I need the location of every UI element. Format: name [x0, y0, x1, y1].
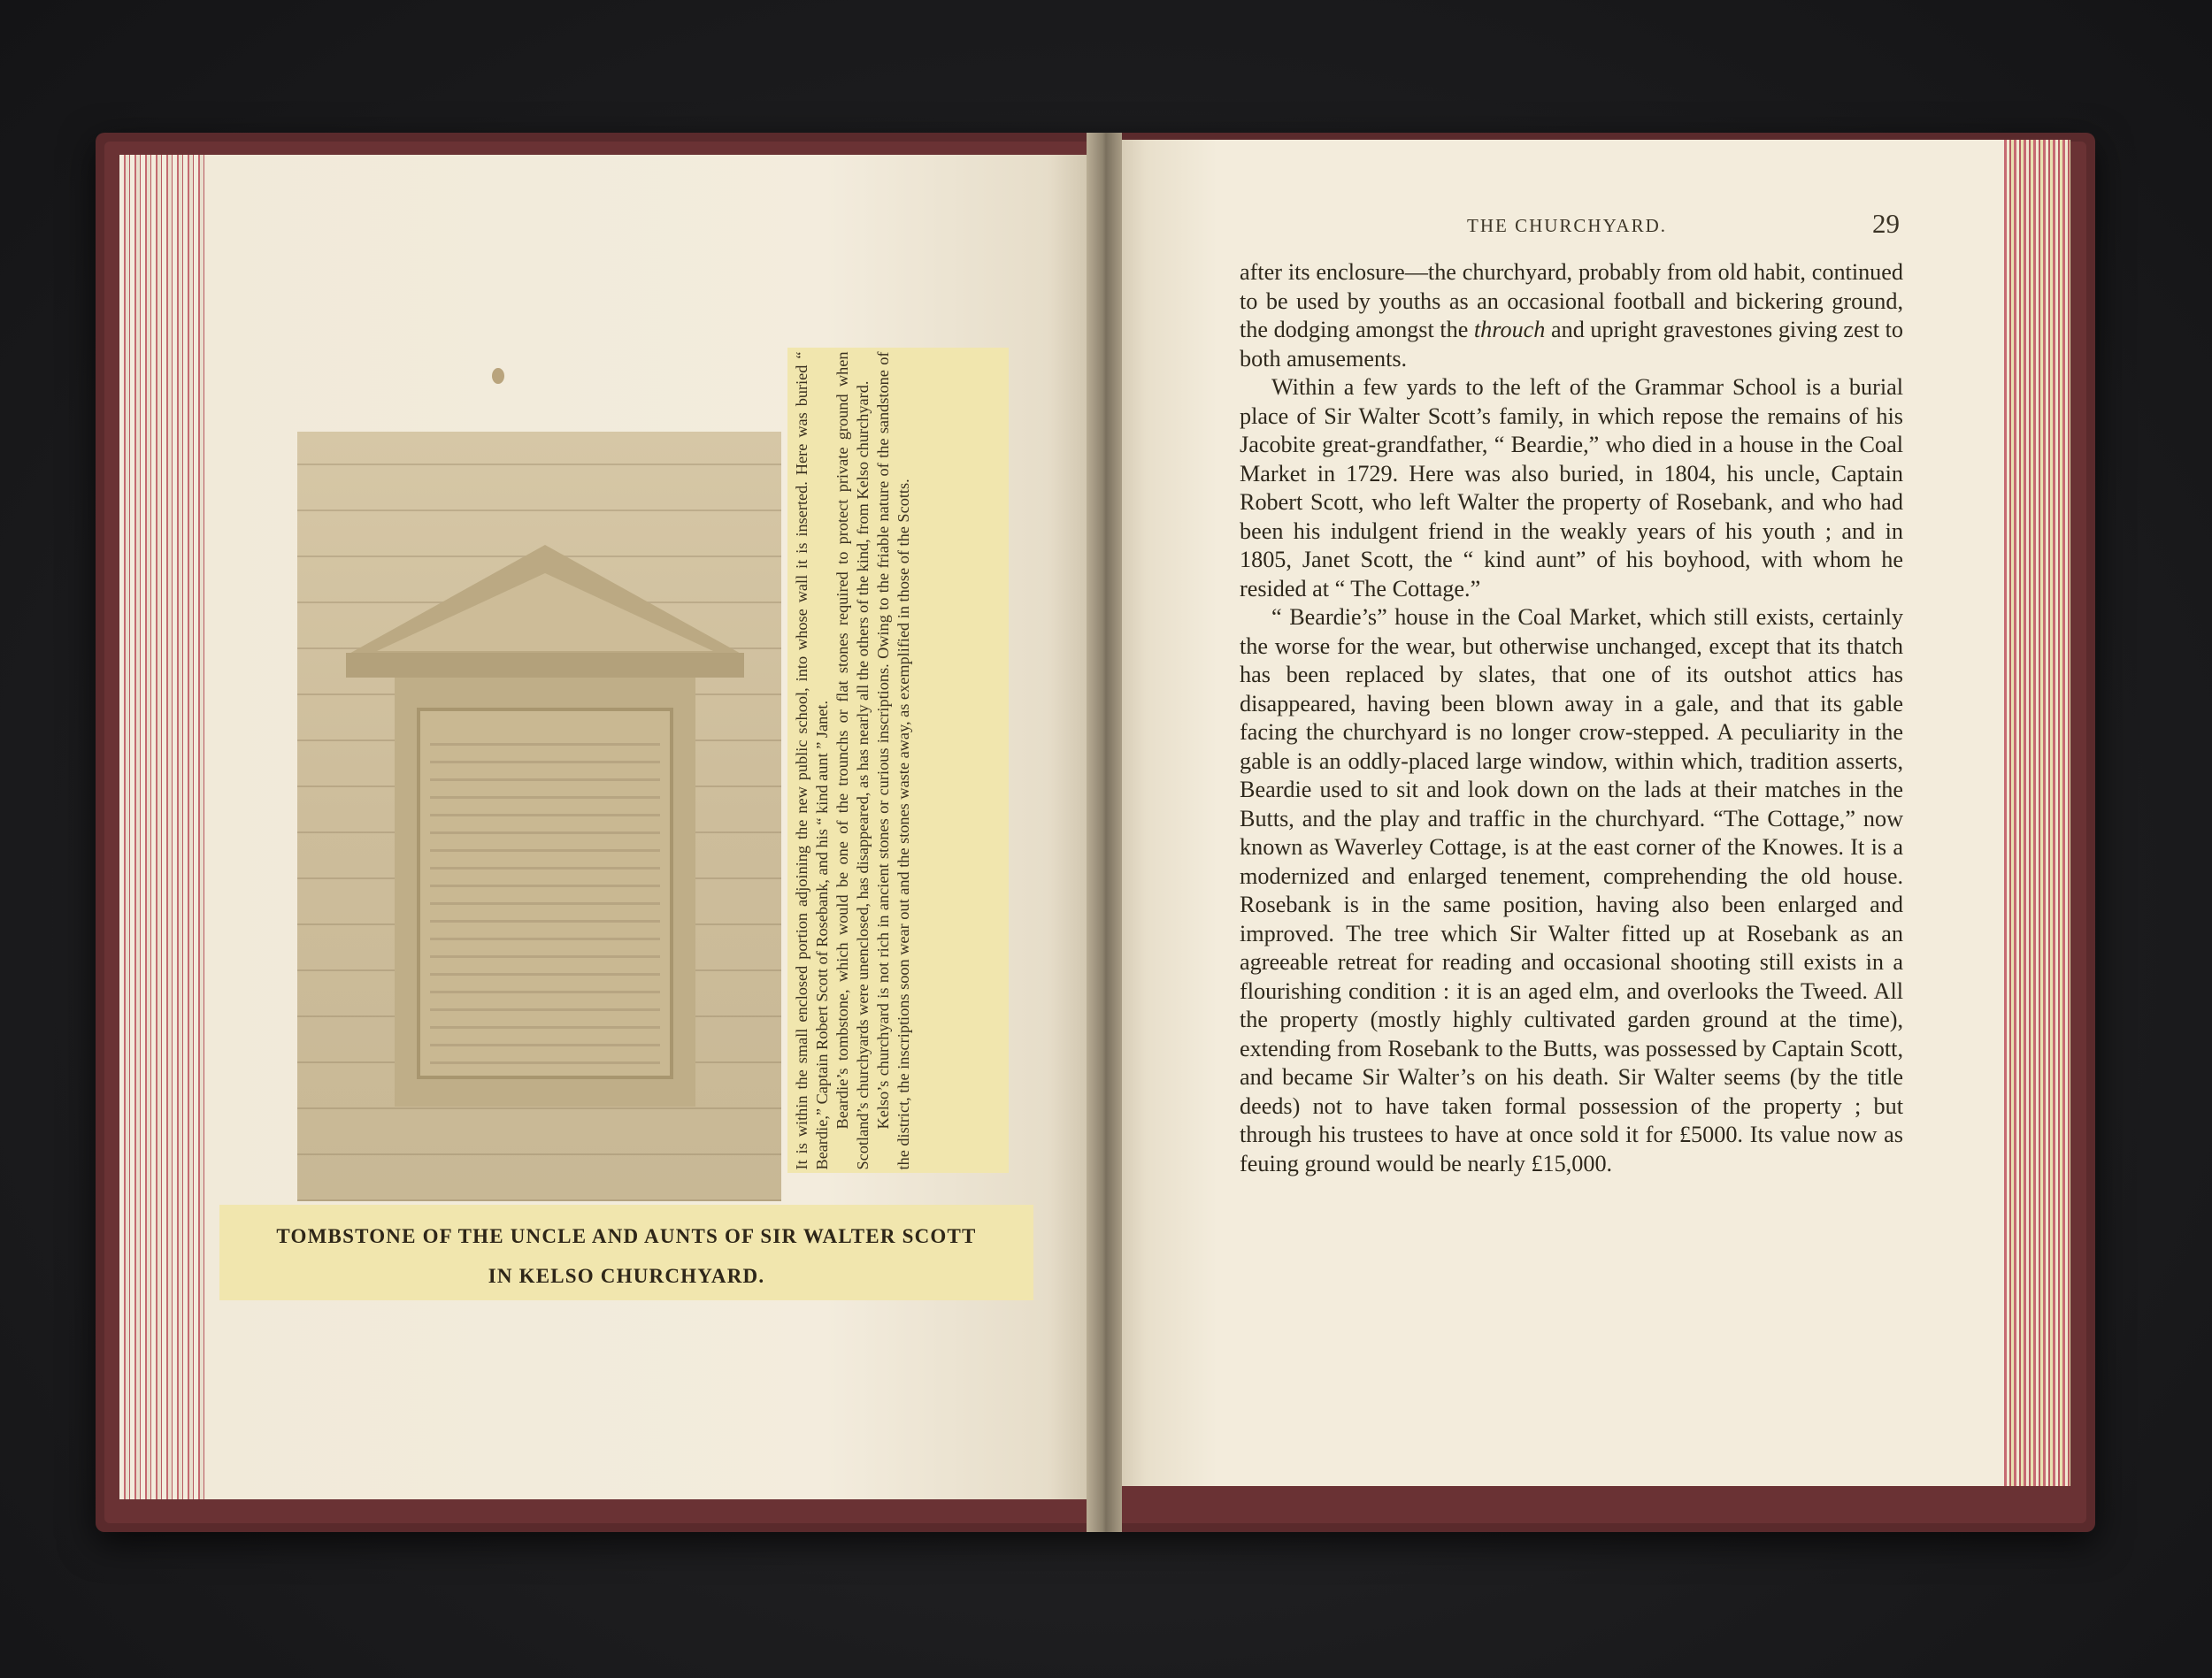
page-number: 29: [1872, 208, 1900, 239]
clipping-paragraph: It is within the small enclosed portion adjoining the new public school, into whose wall it is inserted. Here was buried “ Beardie,” Captain Robert Scott of Rosebank, and his “ kind aunt ” Janet.: [793, 351, 831, 1169]
running-head: THE CHURCHYARD.: [1467, 215, 1668, 236]
right-page-edges: [2004, 140, 2070, 1486]
body-text: [1240, 258, 1903, 1178]
book-gutter: [1087, 133, 1122, 1532]
clipping-paragraph: Kelso’s churchyard is not rich in ancient stones or curious inscriptions. Owing to the friable nature of the sandstone of the district, the inscriptions soon wear out and the stones waste away, as exemplified in those of the Scotts.: [874, 351, 912, 1169]
caption-line-2: IN KELSO CHURCHYARD.: [488, 1265, 765, 1287]
photo-caption: [219, 1205, 1033, 1300]
left-page-edges: [119, 155, 204, 1499]
caption-line-1: TOMBSTONE OF THE UNCLE AND AUNTS OF SIR WALTER SCOTT: [276, 1225, 977, 1247]
body-paragraph-2: Within a few yards to the left of the Grammar School is a burial place of Sir Walter Scott’s family, in which repose the remains of his Jacobite great-grandfather, “ Beardie,” who died in a house in the Coal Market in 1729. Here was also buried, in 1804, his uncle, Captain Robert Scott, who left Walter the property of Rosebank, and who had been his indulgent friend in the weakly years of his youth ; and in 1805, Janet Scott, the “ kind aunt” of his boyhood, with whom he resided at “ The Cottage.”: [1240, 374, 1903, 601]
tombstone-photograph: [297, 432, 781, 1201]
body-paragraph-3: “ Beardie’s” house in the Coal Market, which still exists, certainly the worse for the wear, but otherwise unchanged, except that its thatch has been replaced by slates, that one of its outshot attics has disappeared, having been blown away in a gale, and that its gable facing the churchyard is no longer crow-stepped. A peculiarity in the gable is an oddly-placed large window, within which, tradition asserts, Beardie used to sit and look down on the lads at their matches in the Butts, and the play and traffic in the churchyard. “The Cottage,” now known as Waverley Cottage, is at the east corner of the Knowes. It is a modernized and enlarged tenement, comprehending the old house. Rosebank is in the same position, having also been enlarged and improved. The tree which Sir Walter fitted up at Rosebank as an agreeable retreat for reading and occasional shooting still exists in a flourishing condition : it is an aged elm, and overlooks the Tweed. All the property (mostly highly cultivated garden ground at the time), extending from Rosebank to the Butts, was possessed by Captain Scott, and became Sir Walter’s on his death. Sir Walter seems (by the title deeds) not to have taken formal possession of the property ; but through his trustees to have at once sold it for £5000. Its value now as feuing ground would be nearly £15,000.: [1240, 604, 1903, 1176]
clipping-paragraph: Beardie’s tombstone, which would be one of the trounchs or flat stones required to protect private ground when Scotland’s churchyards were unenclosed, has disappeared, as has nearly all the others of the kind, from Kelso churchyard.: [833, 351, 872, 1169]
foxing-spot: [492, 368, 504, 384]
clipping-text: [792, 351, 1004, 1169]
newspaper-clipping: [787, 348, 1009, 1173]
body-paragraph-1: after its enclosure—the churchyard, probably from old habit, continued to be used by youths as an occasional football and bickering ground, the dodging amongst the throuch and upright gravestones giving zest to both amusements.: [1240, 259, 1903, 372]
